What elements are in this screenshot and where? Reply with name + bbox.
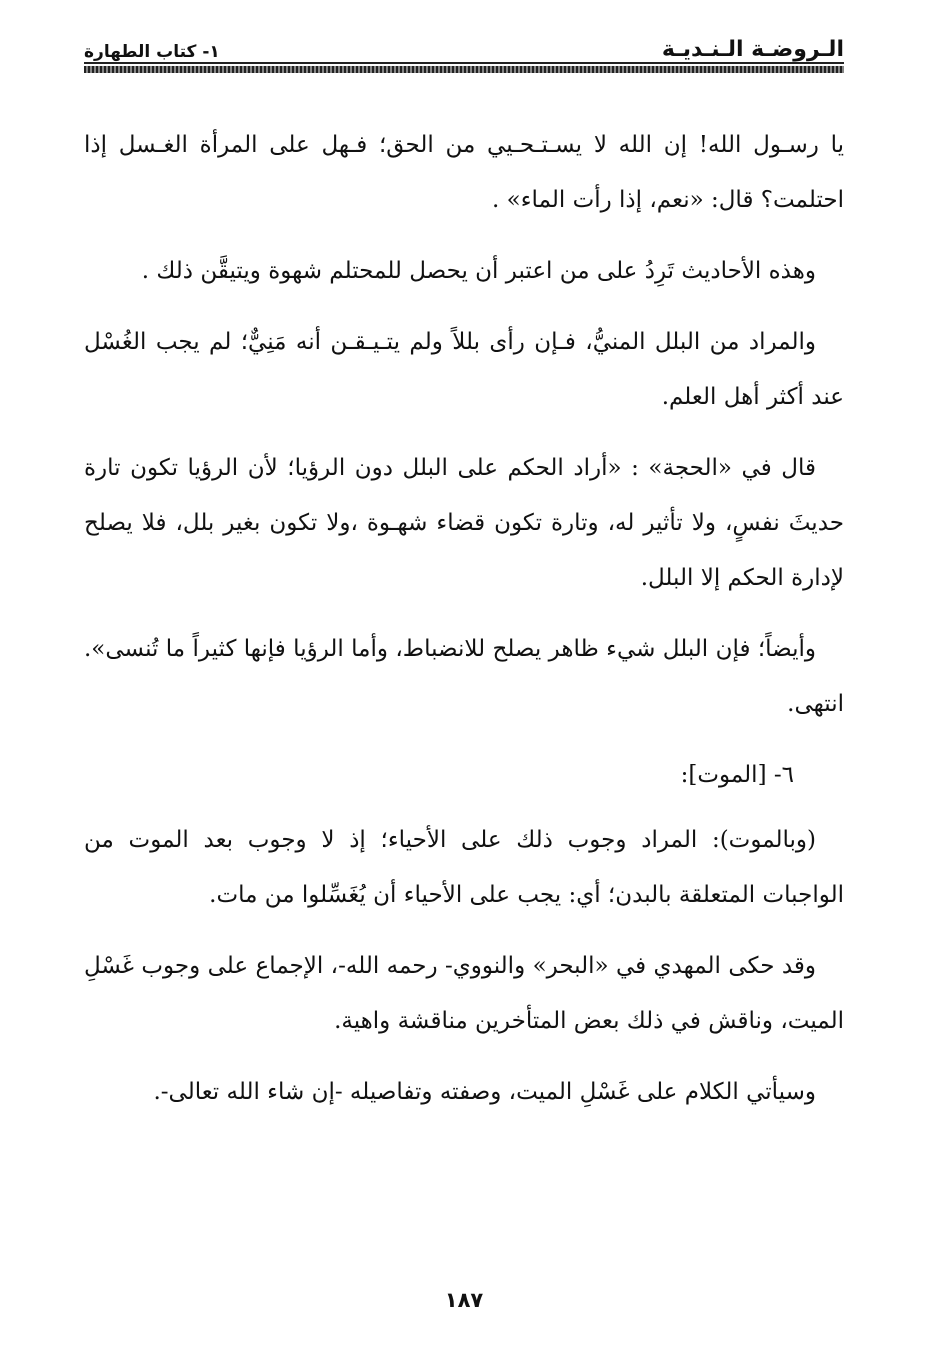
paragraph: وسيأتي الكلام على غَسْلِ الميت، وصفته وتفاصيله -إن شاء الله تعالى-.	[153, 1079, 816, 1105]
paragraph: والمراد من البلل المنيُّ، فـإن رأى بللاً ولم يتـيـقـن أنه مَنِيٌّ؛ لم يجب الغُسْل عند أكثر أهل العلم.	[84, 329, 844, 410]
paragraph: وهذه الأحاديث تَرِدُ على من اعتبر أن يحصل للمحتلم شهوة ويتيقَّن ذلك .	[141, 258, 816, 284]
page-number: ١٨٧	[444, 1288, 484, 1312]
paragraph: وأيضاً؛ فإن البلل شيء ظاهر يصلح للانضباط، وأما الرؤيا فإنها كثيراً ما تُنسى». انتهى.	[84, 636, 844, 717]
paragraph: قال في «الحجة» : «أراد الحكم على البلل دون الرؤيا؛ لأن الرؤيا تكون تارة حديثَ نفسٍ، ولا تأثير له، وتارة تكون قضاء شهـوة ،ولا تكون بغير بلل، فلا يصلح لإدارة الحكم إلا البلل.	[84, 455, 844, 591]
paragraph: وقد حكى المهدي في «البحر» والنووي- رحمه الله-، الإجماع على وجوب غَسْلِ الميت، وناقش في ذلك بعض المتأخرين مناقشة واهية.	[84, 953, 844, 1034]
section-heading: ٦- [الموت]:	[680, 762, 794, 788]
page-body	[84, 118, 844, 1136]
header-divider	[84, 66, 844, 73]
chapter-title: ١- كتاب الطهارة	[84, 42, 220, 62]
book-title: الـروضـة الـنـديـة	[661, 37, 844, 62]
header-divider-thin	[84, 62, 844, 64]
running-header	[84, 28, 844, 62]
paragraph-continuation: يا رسـول الله! إن الله لا يسـتـحـيي من الحق؛ فـهل على المرأة الغـسل إذا احتلمت؟ قال: «نعم، إذا رأت الماء» .	[84, 132, 844, 213]
paragraph: (وبالموت): المراد وجوب ذلك على الأحياء؛ إذ لا وجوب بعد الموت من الواجبات المتعلقة بالبدن؛ أي: يجب على الأحياء أن يُغَسِّلوا من مات.	[84, 827, 844, 908]
